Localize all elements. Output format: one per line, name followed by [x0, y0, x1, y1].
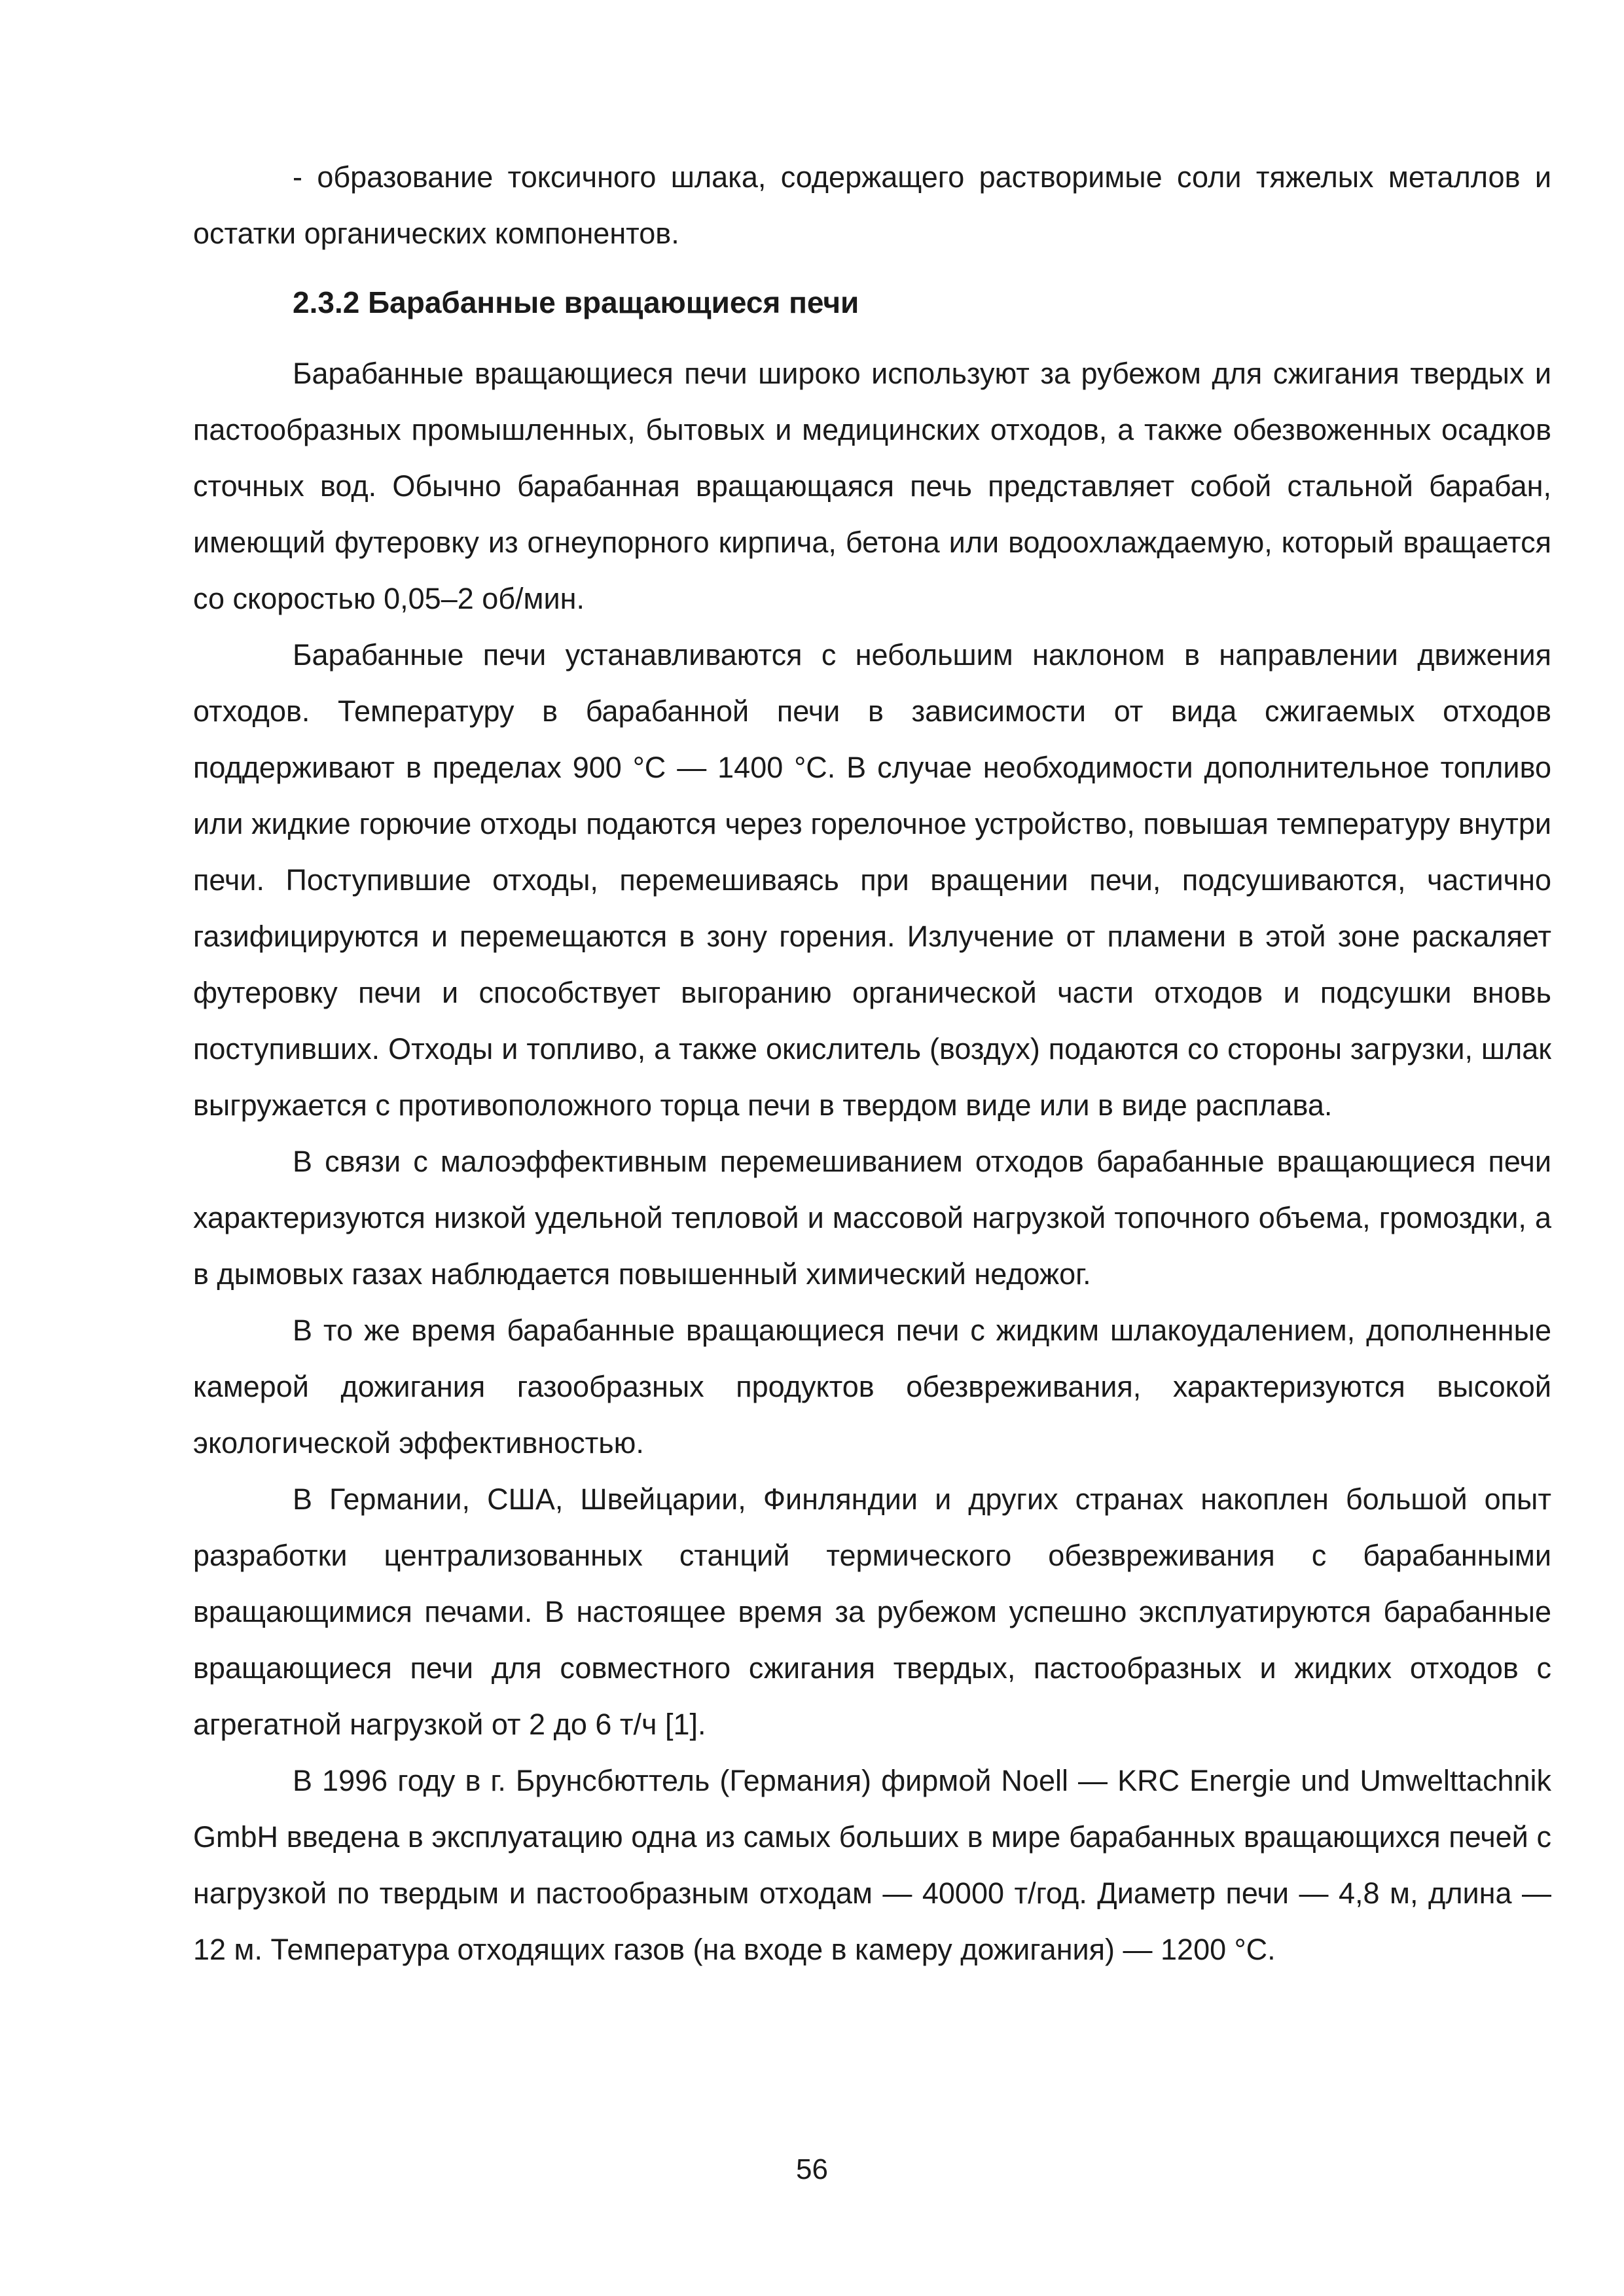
body-paragraph: В 1996 году в г. Брунсбюттель (Германия) фирмой Noell — KRC Energie und Umwelttachnik GmbH введена в эксплуатацию одна из самых больших в мире барабанных вращающихся печей с нагрузкой по твердым и пастообразным отходам — 40000 т/год. Диаметр печи — 4,8 м, длина — 12 м. Температура отходящих газов (на входе в камеру дожигания) — 1200 °С.	[193, 1764, 1551, 1966]
section-heading: 2.3.2 Барабанные вращающиеся печи	[293, 285, 859, 319]
page-number: 56	[796, 2153, 828, 2185]
body-paragraph: В Германии, США, Швейцарии, Финляндии и других странах накоплен большой опыт разработки централизованных станций термического обезвреживания с барабанными вращающимися печами. В настоящее время за рубежом успешно эксплуатируются барабанные вращающиеся печи для совместного сжигания твердых, пастообразных и жидких отходов с агрегатной нагрузкой от 2 до 6 т/ч [1].	[193, 1482, 1551, 1741]
body-paragraph: Барабанные печи устанавливаются с небольшим наклоном в направлении движения отходов. Температуру в барабанной печи в зависимости от вида сжигаемых отходов поддерживают в пределах 900 °С — 1400 °С. В случае необходимости дополнительное топливо или жидкие горючие отходы подаются через горелочное устройство, повышая температуру внутри печи. Поступившие отходы, перемешиваясь при вращении печи, подсушиваются, частично газифицируются и перемещаются в зону горения. Излучение от пламени в этой зоне раскаляет футеровку печи и способствует выгоранию органической части отходов и подсушки вновь поступивших. Отходы и топливо, а также окислитель (воздух) подаются со стороны загрузки, шлак выгружается с противоположного торца печи в твердом виде или в виде расплава.	[193, 638, 1551, 1122]
intro-paragraph: - образование токсичного шлака, содержащего растворимые соли тяжелых металлов и остатки органических компонентов.	[193, 160, 1551, 250]
page-content	[193, 149, 1551, 1978]
body-paragraph: В связи с малоэффективным перемешиванием отходов барабанные вращающиеся печи характеризуются низкой удельной тепловой и массовой нагрузкой топочного объема, громоздки, а в дымовых газах наблюдается повышенный химический недожог.	[193, 1145, 1551, 1291]
body-paragraph: Барабанные вращающиеся печи широко используют за рубежом для сжигания твердых и пастообразных промышленных, бытовых и медицинских отходов, а также обезвоженных осадков сточных вод. Обычно барабанная вращающаяся печь представляет собой стальной барабан, имеющий футеровку из огнеупорного кирпича, бетона или водоохлаждаемую, который вращается со скоростью 0,05–2 об/мин.	[193, 357, 1551, 615]
body-paragraph: В то же время барабанные вращающиеся печи с жидким шлакоудалением, дополненные камерой дожигания газообразных продуктов обезвреживания, характеризуются высокой экологической эффективностью.	[193, 1314, 1551, 1460]
